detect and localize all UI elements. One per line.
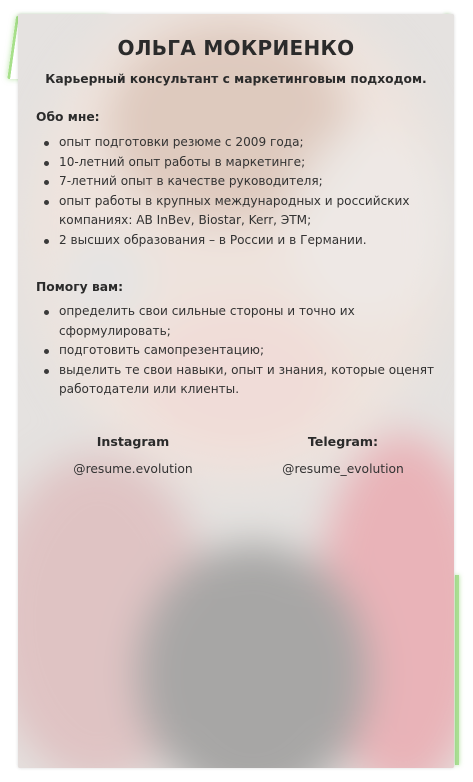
telegram-block: [243, 434, 443, 476]
help-heading: Помогу вам:: [36, 280, 124, 294]
bullet-icon: [44, 310, 49, 315]
list-item: опыт работы в крупных международных и российских компаниях: AB InBev, Biostar, Kerr, ЭТМ;: [38, 192, 438, 231]
instagram-block: [33, 434, 233, 476]
about-list: [38, 133, 438, 250]
frame-accent-right: [455, 575, 459, 765]
bullet-icon: [44, 141, 49, 146]
bullet-icon: [44, 349, 49, 354]
list-item: подготовить самопрезентацию;: [38, 341, 438, 361]
help-list: [38, 302, 438, 400]
telegram-handle-link[interactable]: @resume_evolution: [282, 462, 404, 476]
bullet-icon: [44, 180, 49, 185]
card-content: [18, 14, 454, 768]
profile-card: [18, 14, 454, 768]
list-item: опыт подготовки резюме с 2009 года;: [38, 133, 438, 153]
list-item: выделить те свои навыки, опыт и знания, которые оценят работодатели или клиенты.: [38, 361, 438, 400]
instagram-label: Instagram: [96, 434, 170, 449]
profile-subtitle: Карьерный консультант с маркетинговым подходом.: [45, 72, 427, 86]
bullet-icon: [44, 161, 49, 166]
list-item: определить свои сильные стороны и точно их сформулировать;: [38, 302, 438, 341]
about-heading: Обо мне:: [36, 110, 100, 124]
profile-name: ОЛЬГА МОКРИЕНКО: [117, 36, 355, 60]
bullet-icon: [44, 200, 49, 205]
list-item: 7-летний опыт в качестве руководителя;: [38, 172, 438, 192]
list-item: 2 высших образования – в России и в Германии.: [38, 231, 438, 251]
bullet-icon: [44, 239, 49, 244]
bullet-icon: [44, 369, 49, 374]
list-item: 10-летний опыт работы в маркетинге;: [38, 153, 438, 173]
telegram-label: Telegram:: [307, 434, 379, 449]
instagram-handle-link[interactable]: @resume.evolution: [73, 462, 193, 476]
